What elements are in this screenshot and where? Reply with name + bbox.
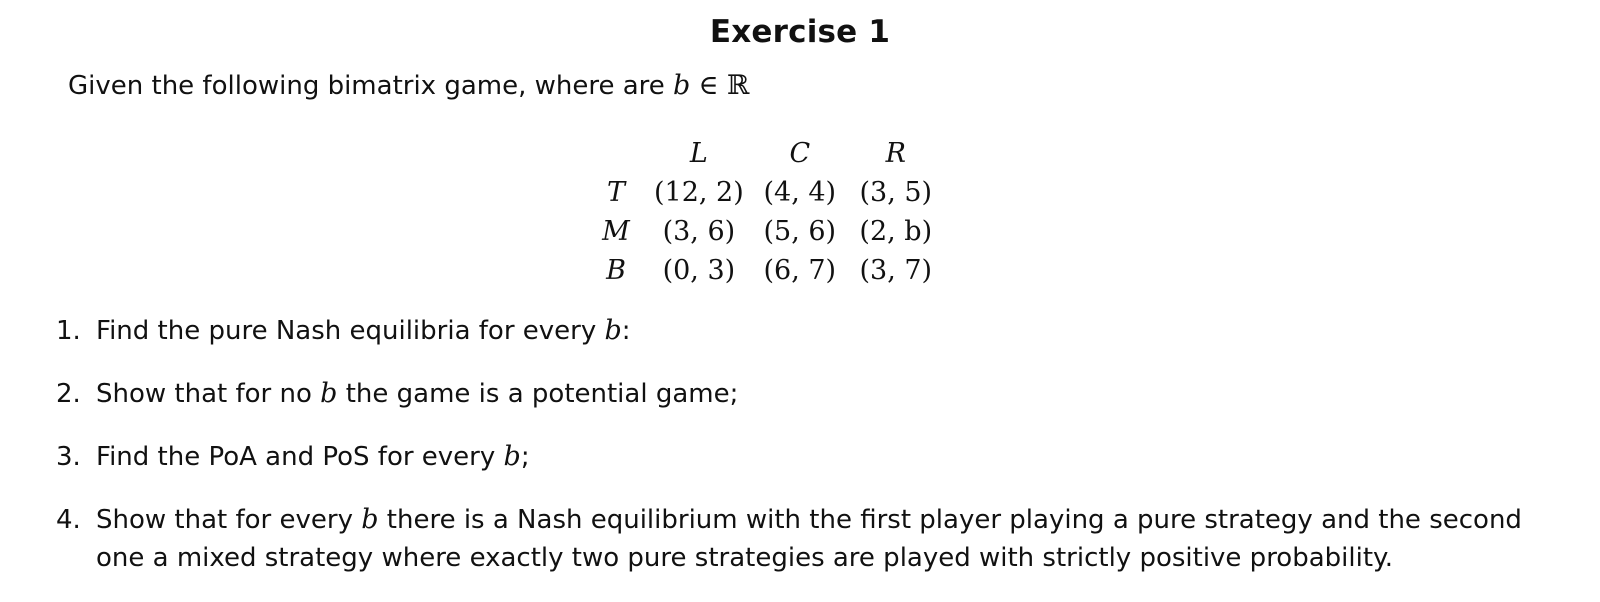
payoff-cell: (5, 6): [763, 216, 837, 247]
question-list: [56, 312, 1556, 602]
payoff-cell: (12, 2): [654, 177, 744, 208]
row-label: B: [606, 255, 626, 286]
list-item: [56, 375, 1556, 413]
payoff-cell: (4, 4): [763, 177, 837, 208]
intro-variable: b: [673, 70, 691, 101]
item-variable: b: [503, 441, 521, 472]
item-text: Find the PoA and PoS for every: [96, 442, 496, 472]
table-row: [588, 173, 944, 212]
intro-text: Given the following bimatrix game, where are: [68, 71, 665, 101]
item-variable: b: [604, 315, 622, 346]
bimatrix-game: [588, 134, 944, 290]
item-text: Show that for no: [96, 379, 312, 409]
item-variable: b: [361, 504, 379, 535]
item-number: 2.: [56, 379, 81, 409]
payoff-table: [588, 134, 944, 290]
column-header: L: [689, 138, 708, 169]
row-label: T: [606, 177, 625, 208]
item-text-after: ;: [520, 442, 530, 472]
item-text-after: there is a Nash equilibrium with the first player playing a pure strategy and the second one a mixed strategy where exactly two pure strategies are played with strictly positive probability.: [96, 505, 1522, 573]
column-header-row: [588, 134, 944, 173]
list-item: [56, 501, 1556, 577]
payoff-cell: (3, 5): [859, 177, 933, 208]
payoff-cell: (0, 3): [662, 255, 736, 286]
column-header: R: [885, 138, 906, 169]
item-text-after: the game is a potential game;: [345, 379, 739, 409]
item-text: Find the pure Nash equilibria for every: [96, 316, 597, 346]
corner-cell: [588, 134, 646, 173]
list-item: [56, 312, 1556, 350]
item-text: Show that for every: [96, 505, 353, 535]
item-number: 3.: [56, 442, 81, 472]
list-item: [56, 438, 1556, 476]
table-row: [588, 212, 944, 251]
item-number: 1.: [56, 316, 81, 346]
intro-sentence: [68, 70, 749, 101]
intro-relation: ∈: [698, 70, 719, 101]
intro-set: ℝ: [726, 70, 750, 101]
exercise-title: Exercise 1: [709, 14, 891, 50]
payoff-cell: (3, 6): [662, 216, 736, 247]
table-row: [588, 251, 944, 290]
column-header: C: [789, 138, 811, 169]
payoff-cell: (2, b): [859, 216, 933, 247]
item-number: 4.: [56, 505, 81, 535]
row-label: M: [602, 216, 630, 247]
payoff-cell: (3, 7): [859, 255, 933, 286]
item-variable: b: [320, 378, 338, 409]
item-text-after: :: [621, 316, 631, 346]
payoff-cell: (6, 7): [763, 255, 837, 286]
